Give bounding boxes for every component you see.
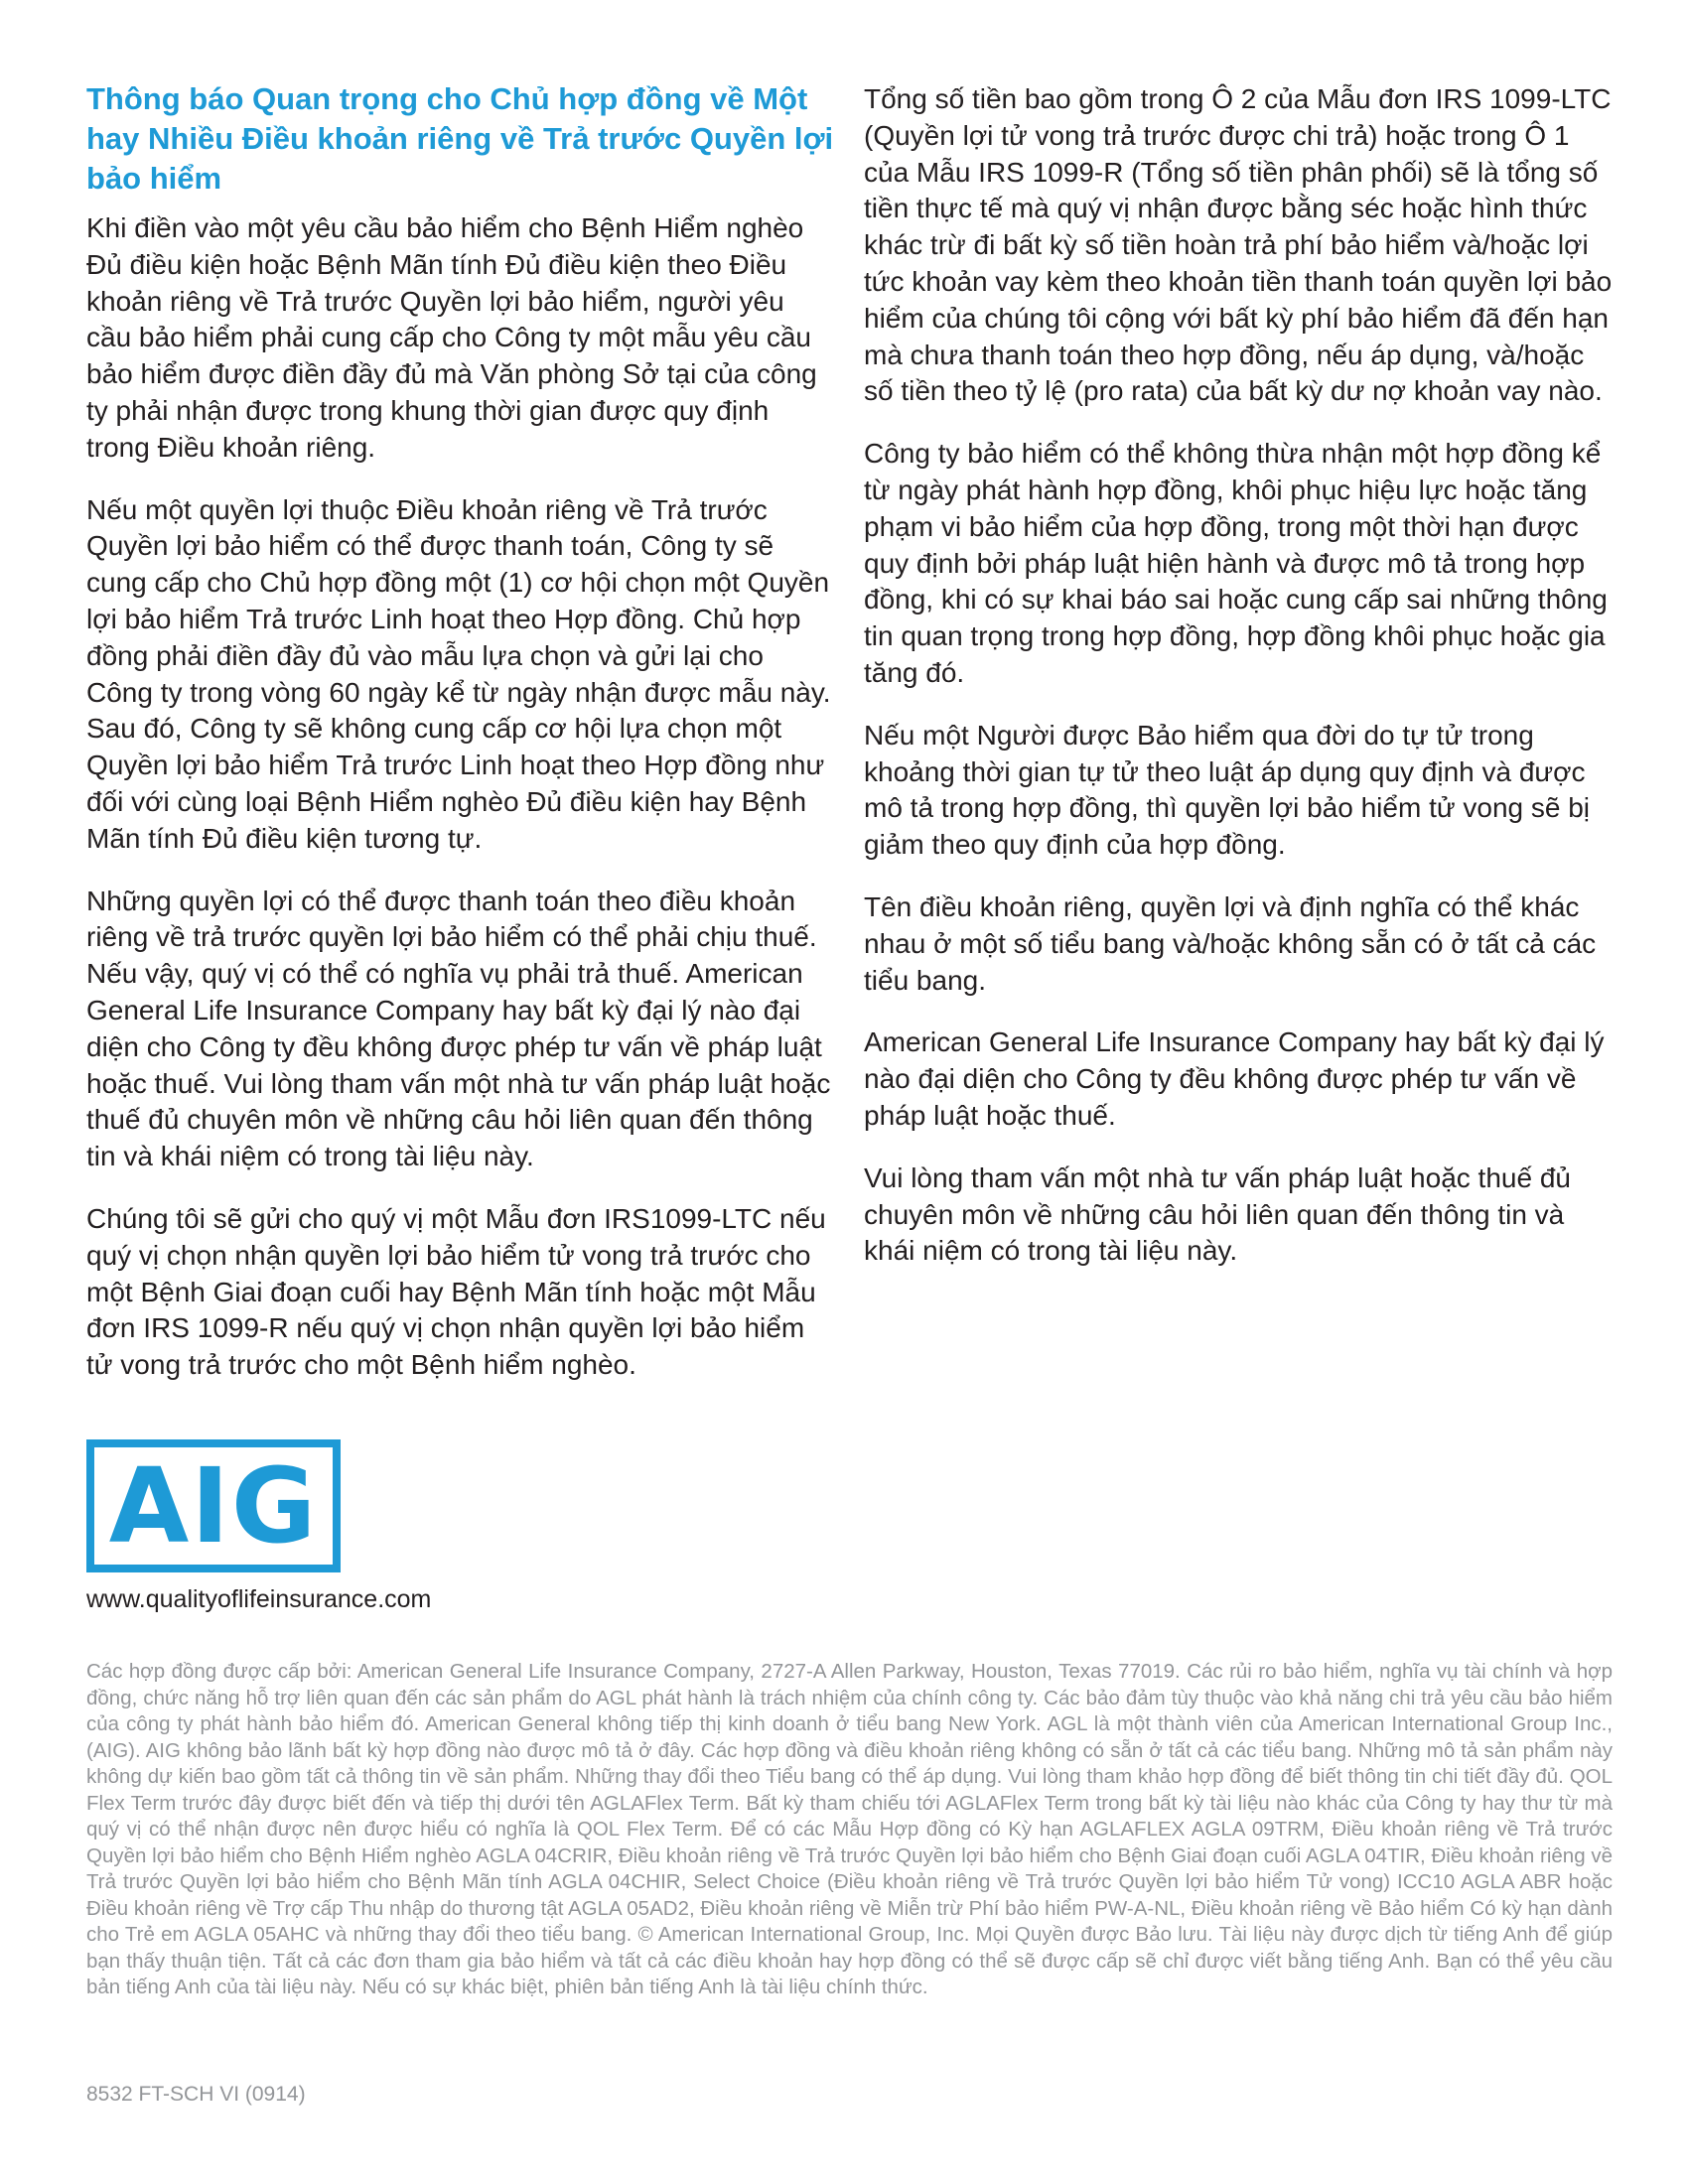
paragraph-claim-form: Khi điền vào một yêu cầu bảo hiểm cho Bệnh Hiểm nghèo Đủ điều kiện hoặc Bệnh Mãn tính Đủ điều kiện theo Điều khoản riêng về Trả trước Quyền lợi bảo hiểm, người yêu cầu bảo hiểm phải cung cấp cho Công ty một mẫu yêu cầu bảo hiểm được điền đầy đủ mà Văn phòng Sở tại của công ty phải nhận được trong khung thời gian được quy định trong Điều khoản riêng. xyxy=(86,212,817,463)
paragraph-no-advice: American General Life Insurance Company hay bất kỳ đại lý nào đại diện cho Công ty đều không được phép tư vấn về pháp luật hoặc thuế. xyxy=(864,1026,1605,1131)
aig-logo xyxy=(86,1439,341,1572)
paragraph-election-form: Nếu một quyền lợi thuộc Điều khoản riêng về Trả trước Quyền lợi bảo hiểm có thể được thanh toán, Công ty sẽ cung cấp cho Chủ hợp đồng một (1) cơ hội chọn một Quyền lợi bảo hiểm Trả trước Linh hoạt theo Hợp đồng. Chủ hợp đồng phải điền đầy đủ vào mẫu lựa chọn và gửi lại cho Công ty trong vòng 60 ngày kể từ ngày nhận được mẫu này. Sau đó, Công ty sẽ không cung cấp cơ hội lựa chọn một Quyền lợi bảo hiểm Trả trước Linh hoạt theo Hợp đồng như đối với cùng loại Bệnh Hiểm nghèo Đủ điều kiện hay Bệnh Mãn tính Đủ điều kiện tương tự. xyxy=(86,493,831,854)
paragraph-contestability: Công ty bảo hiểm có thể không thừa nhận một hợp đồng kể từ ngày phát hành hợp đồng, khôi phục hiệu lực hoặc tăng phạm vi bảo hiểm của hợp đồng, trong một thời hạn được quy định bởi pháp luật hiện hành và được mô tả trong hợp đồng, khi có sự khai báo sai hoặc cung cấp sai những thông tin quan trọng trong hợp đồng, hợp đồng khôi phục hoặc gia tăng đó. xyxy=(864,438,1608,688)
aig-logo-text: AIG xyxy=(108,1445,319,1567)
legal-disclaimer: Các hợp đồng được cấp bởi: American General Life Insurance Company, 2727-A Allen Parkway, Houston, Texas 77019. Các rủi ro bảo hiểm, nghĩa vụ tài chính và hợp đồng, chức năng hỗ trợ liên quan đến các sản phẩm do AGL phát hành là trách nhiệm của chính công ty. Các bảo đảm tùy thuộc vào khả năng chi trả yêu cầu bảo hiểm của công ty phát hành bảo hiểm đó. American General không tiếp thị kinh doanh ở tiểu bang New York. AGL là một thành viên của American International Group Inc., (AIG). AIG không bảo lãnh bất kỳ hợp đồng nào được mô tả ở đây. Các hợp đồng và điều khoản riêng không có sẵn ở tất cả các tiểu bang. Những mô tả sản phẩm này không dự kiến bao gồm tất cả thông tin về sản phẩm. Những thay đổi theo Tiểu bang có thể áp dụng. Vui lòng tham khảo hợp đồng để biết thông tin chi tiết đầy đủ. QOL Flex Term trước đây được biết đến và tiếp thị dưới tên AGLAFlex Term. Bất kỳ tham chiếu tới AGLAFlex Term trong bất kỳ tài liệu nào khác của Công ty hay thư từ mà quý vị có thể nhận được nên được hiểu có nghĩa là QOL Flex Term. Để có các Mẫu Hợp đồng có Kỳ hạn AGLAFLEX AGLA 09TRM, Điều khoản riêng về Trả trước Quyền lợi bảo hiểm cho Bệnh Hiểm nghèo AGLA 04CRIR, Điều khoản riêng về Trả trước Quyền lợi bảo hiểm cho Bệnh Giai đoạn cuối AGLA 04TIR, Điều khoản riêng về Trả trước Quyền lợi bảo hiểm cho Bệnh Mãn tính AGLA 04CHIR, Select Choice (Điều khoản riêng về Trả trước Quyền lợi bảo hiểm Tử vong) ICC10 AGLA ABR hoặc Điều khoản riêng về Trợ cấp Thu nhập do thương tật AGLA 05AD2, Điều khoản riêng về Miễn trừ Phí bảo hiểm PW-A-NL, Điều khoản riêng về Bảo hiểm Có kỳ hạn dành cho Trẻ em AGLA 05AHC và những thay đổi theo tiểu bang. © American International Group, Inc. Mọi Quyền được Bảo lưu. Tài liệu này được dịch từ tiếng Anh để giúp bạn thấy thuận tiện. Tất cả các đơn tham gia bảo hiểm và tất cả các điều khoản hay hợp đồng có thể sẽ được cấp sẽ chỉ được viết bằng tiếng Anh. Bạn có thể yêu cầu bản tiếng Anh của tài liệu này. Nếu có sự khác biệt, phiên bản tiếng Anh là tài liệu chính thức. xyxy=(86,1660,1613,1998)
paragraph-state-variations: Tên điều khoản riêng, quyền lợi và định nghĩa có thể khác nhau ở một số tiểu bang và/hoặc không sẵn có ở tất cả các tiểu bang. xyxy=(864,890,1597,996)
paragraph-irs-amounts: Tổng số tiền bao gồm trong Ô 2 của Mẫu đơn IRS 1099-LTC (Quyền lợi tử vong trả trước được chi trả) hoặc trong Ô 1 của Mẫu IRS 1099-R (Tổng số tiền phân phối) sẽ là tổng số tiền thực tế mà quý vị nhận được bằng séc hoặc hình thức khác trừ đi bất kỳ số tiền hoàn trả phí bảo hiểm và/hoặc lợi tức khoản vay kèm theo khoản tiền thanh toán quyền lợi bảo hiểm của chúng tôi cộng với bất kỳ phí bảo hiểm đã đến hạn mà chưa thanh toán theo hợp đồng, nếu áp dụng, và/hoặc số tiền theo tỷ lệ (pro rata) của bất kỳ dư nợ khoản vay nào. xyxy=(864,83,1613,407)
paragraph-suicide: Nếu một Người được Bảo hiểm qua đời do tự tử trong khoảng thời gian tự tử theo luật áp dụng quy định và được mô tả trong hợp đồng, thì quyền lợi bảo hiểm tử vong sẽ bị giảm theo quy định của hợp đồng. xyxy=(864,719,1591,861)
notice-heading: Thông báo Quan trọng cho Chủ hợp đồng về Một hay Nhiều Điều khoản riêng về Trả trước Quyền lợi bảo hiểm xyxy=(86,81,834,196)
paragraph-tax-notice: Những quyền lợi có thể được thanh toán theo điều khoản riêng về trả trước quyền lợi bảo hiểm có thể phải chịu thuế. Nếu vậy, quý vị có thể có nghĩa vụ phải trả thuế. American General Life Insurance Company hay bất kỳ đại lý nào đại diện cho Công ty đều không được phép tư vấn về pháp luật hoặc thuế. Vui lòng tham vấn một nhà tư vấn pháp luật hoặc thuế đủ chuyên môn về những câu hỏi liên quan đến thông tin và khái niệm có trong tài liệu này. xyxy=(86,885,831,1172)
right-column xyxy=(864,81,1614,1296)
website-link[interactable]: www.qualityoflifeinsurance.com xyxy=(86,1585,432,1613)
paragraph-consult-advisor: Vui lòng tham vấn một nhà tư vấn pháp luật hoặc thuế đủ chuyên môn về những câu hỏi liên quan đến thông tin và khái niệm có trong tài liệu này. xyxy=(864,1161,1571,1267)
form-code: 8532 FT-SCH VI (0914) xyxy=(86,2083,306,2106)
left-column xyxy=(86,79,836,1410)
paragraph-irs-forms: Chúng tôi sẽ gửi cho quý vị một Mẫu đơn IRS1099-LTC nếu quý vị chọn nhận quyền lợi bảo hiểm tử vong trả trước cho một Bệnh Giai đoạn cuối hay Bệnh Mãn tính hoặc một Mẫu đơn IRS 1099-R nếu quý vị chọn nhận quyền lợi bảo hiểm tử vong trả trước cho một Bệnh hiểm nghèo. xyxy=(86,1202,826,1381)
